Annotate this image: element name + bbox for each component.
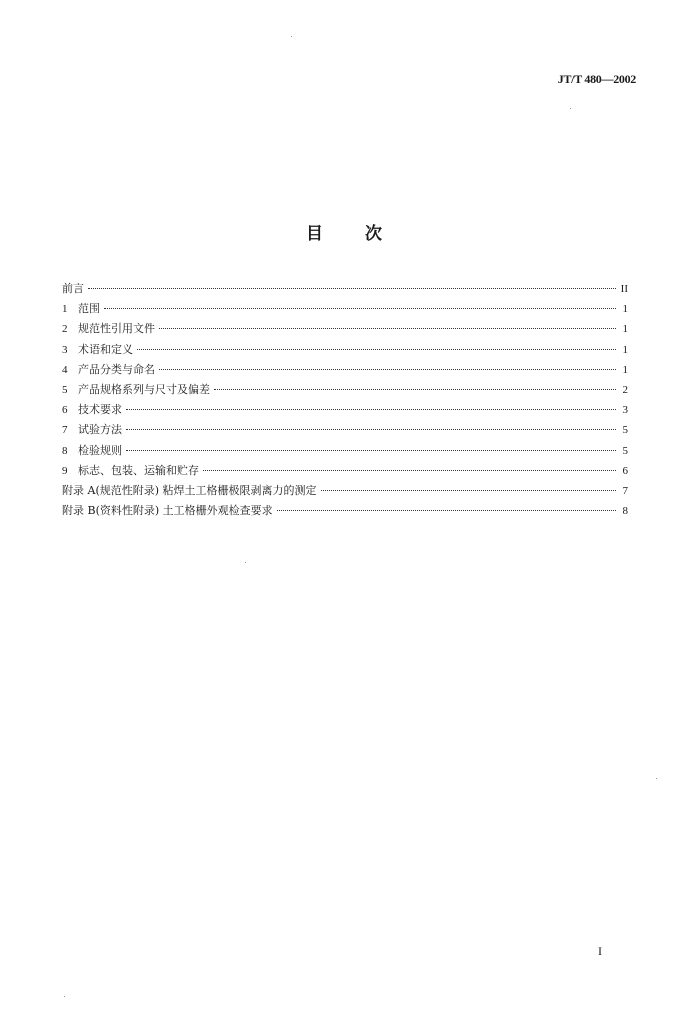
title-char-2: 次	[365, 224, 382, 244]
scan-speck	[64, 996, 65, 997]
toc-entry-label: 范围	[78, 302, 100, 316]
scan-speck	[570, 108, 571, 109]
toc-entry-3[interactable]	[62, 340, 628, 360]
toc-entry-page: 1	[622, 363, 628, 376]
toc-entry-number: 9	[62, 464, 68, 477]
toc-entry-foreword[interactable]	[62, 279, 628, 299]
toc-entry-4[interactable]	[62, 360, 628, 380]
toc-entry-number: 7	[62, 424, 68, 437]
toc-entry-number: 8	[62, 444, 68, 457]
toc-entry-label: 检验规则	[78, 443, 122, 457]
toc-entry-page: 1	[622, 303, 628, 316]
toc-entry-label: 标志、包装、运输和贮存	[78, 463, 199, 477]
toc-leader-dots	[126, 409, 616, 410]
toc-leader-dots	[88, 288, 616, 289]
toc-entry-2[interactable]	[62, 319, 628, 339]
toc-entry-7[interactable]	[62, 420, 628, 440]
toc-entry-label: 附录 B(资料性附录) 土工格栅外观检查要求	[62, 504, 273, 518]
toc-leader-dots	[277, 510, 616, 511]
toc-leader-dots	[126, 429, 616, 430]
toc-entry-page: 3	[622, 404, 628, 417]
toc-leader-dots	[104, 308, 616, 309]
toc-entry-number: 2	[62, 323, 68, 336]
scan-speck	[245, 562, 246, 563]
toc-entry-1[interactable]	[62, 299, 628, 319]
toc-entry-label: 前言	[62, 282, 84, 295]
title-char-1: 目	[306, 224, 323, 244]
toc-entry-page: 1	[622, 323, 628, 336]
page-number: I	[598, 944, 602, 958]
toc-entry-number: 1	[62, 303, 68, 316]
toc-entry-page: 7	[622, 484, 628, 497]
toc-leader-dots	[126, 450, 616, 451]
scan-speck	[291, 36, 292, 37]
toc-entry-page: 6	[622, 464, 628, 477]
toc-leader-dots	[214, 389, 616, 390]
toc-entry-page: 8	[622, 505, 628, 518]
toc-entry-number: 3	[62, 343, 68, 356]
toc-entry-page: 5	[622, 424, 628, 437]
toc-entry-number: 6	[62, 404, 68, 417]
standard-code: JT/T 480—2002	[557, 72, 636, 86]
toc-entry-appendix-b[interactable]	[62, 501, 628, 521]
toc-leader-dots	[159, 328, 616, 329]
toc-leader-dots	[321, 490, 616, 491]
toc-entry-label: 附录 A(规范性附录) 粘焊土工格栅极限剥离力的测定	[62, 483, 317, 497]
toc-entry-9[interactable]	[62, 461, 628, 481]
toc-entry-5[interactable]	[62, 380, 628, 400]
toc-entry-6[interactable]	[62, 400, 628, 420]
toc-entry-page: 1	[622, 343, 628, 356]
toc-entry-appendix-a[interactable]	[62, 481, 628, 501]
toc-entry-label: 产品规格系列与尺寸及偏差	[78, 382, 210, 396]
toc-leader-dots	[159, 369, 616, 370]
toc-entry-label: 术语和定义	[78, 342, 133, 356]
toc-entry-page: II	[620, 283, 628, 295]
toc-entry-label: 技术要求	[78, 403, 122, 417]
toc-entry-number: 4	[62, 363, 68, 376]
toc-entry-label: 试验方法	[78, 423, 122, 437]
toc-entry-page: 2	[622, 383, 628, 396]
table-of-contents	[62, 279, 628, 521]
toc-entry-label: 规范性引用文件	[78, 322, 155, 336]
toc-entry-8[interactable]	[62, 441, 628, 461]
toc-entry-label: 产品分类与命名	[78, 362, 155, 376]
page-title	[0, 219, 688, 244]
toc-entry-number: 5	[62, 383, 68, 396]
toc-leader-dots	[203, 470, 616, 471]
toc-leader-dots	[137, 349, 616, 350]
toc-entry-page: 5	[622, 444, 628, 457]
scan-speck	[656, 778, 657, 779]
